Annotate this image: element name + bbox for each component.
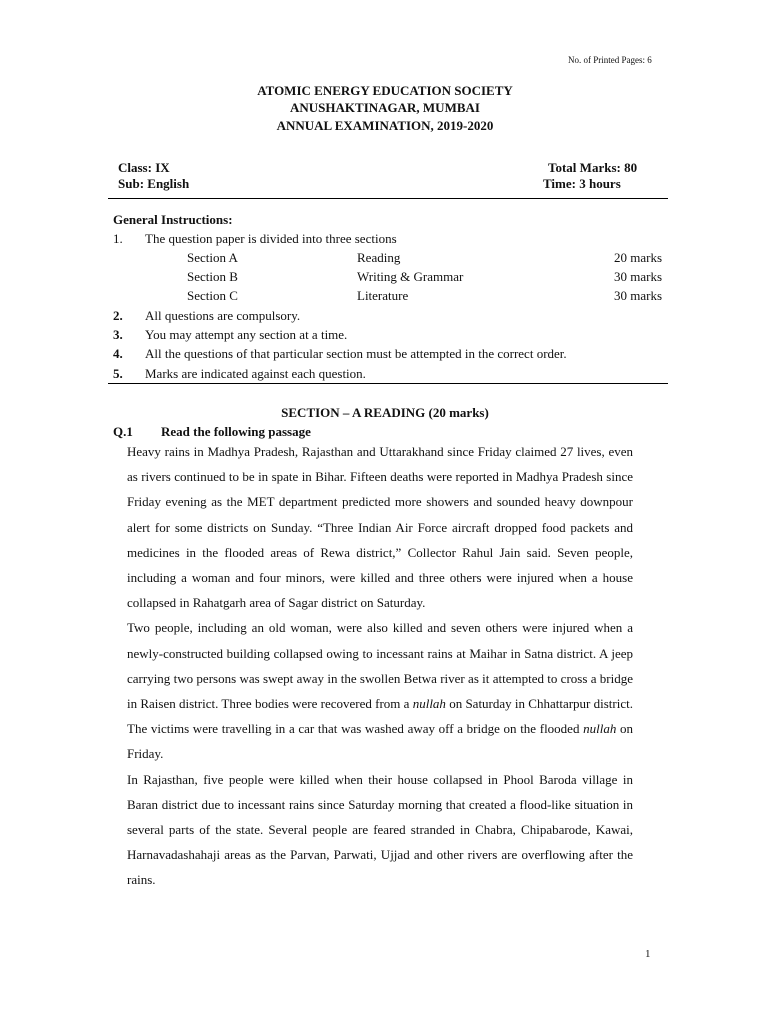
instruction-text-4: All the questions of that particular section must be attempted in the correct order.	[145, 346, 567, 361]
exam-title: ANNUAL EXAMINATION, 2019-2020	[276, 118, 494, 133]
instructions-divider	[108, 383, 668, 384]
printed-pages-note: No. of Printed Pages: 6	[568, 55, 652, 65]
instruction-num-5: 5.	[113, 366, 123, 381]
passage-paragraph-3: In Rajasthan, five people were killed when their house collapsed in Phool Baroda village in Baran district due to incessant rains since Saturday morning that created a flood-like situation in several parts of the state. Several people are feared stranded in Chabra, Chipabarode, Kawai, Harnavadashahaji areas as the Parvan, Parwati, Ujjad and other rivers are overflowing after the rains.	[127, 771, 633, 888]
time-label: Time: 3 hours	[543, 176, 621, 191]
instruction-num-3: 3.	[113, 327, 123, 342]
section-topic-a: Reading	[357, 250, 401, 265]
instruction-text-1: The question paper is divided into three sections	[145, 231, 397, 246]
header-divider	[108, 198, 668, 199]
org-location: ANUSHAKTINAGAR, MUMBAI	[290, 100, 480, 115]
passage-p2-part-3: on Friday.	[127, 721, 634, 762]
instruction-text-3: You may attempt any section at a time.	[145, 327, 348, 342]
subject-label: Sub: English	[118, 176, 190, 191]
passage-paragraph-1: Heavy rains in Madhya Pradesh, Rajasthan and Uttarakhand since Friday claimed 27 lives, even as rivers continued to be in spate in Bihar. Fifteen deaths were reported in Madhya Pradesh since Friday evening as the MET department predicted more showers and sounded heavy downpour alert for some districts on Sunday. “Three Indian Air Force aircraft dropped food packets and medicines in the flooded areas of Rewa district,” Collector Rahul Jain said. Seven people, including a woman and four minors, were killed and three others were injured when a house collapsed in Rahatgarh area of Sagar district on Saturday.	[127, 444, 633, 611]
section-topic-b: Writing & Grammar	[357, 269, 464, 284]
section-name-b: Section B	[187, 269, 238, 284]
org-title: ATOMIC ENERGY EDUCATION SOCIETY	[257, 83, 513, 98]
passage-paragraph-2	[127, 615, 633, 766]
passage	[127, 439, 633, 893]
passage-p2-part-1: Two people, including an old woman, were also killed and seven others were injured when a newly-constructed building collapsed owing to incessant rains at Maihar in Satna district. A jeep carrying two persons was swept away in the swollen Betwa river as it attempted to cross a bridge in Raisen district. Three bodies were recovered from a	[127, 620, 633, 712]
question-prompt: Read the following passage	[161, 424, 311, 439]
instruction-num-1: 1.	[113, 231, 123, 246]
section-a-title: SECTION – A READING (20 marks)	[281, 405, 489, 420]
section-name-a: Section A	[187, 250, 238, 265]
nullah-term-1: nullah	[412, 696, 446, 712]
instructions-heading: General Instructions:	[113, 212, 233, 227]
question-number: Q.1	[113, 424, 133, 439]
passage-p2-part-2: on Saturday in Chhattarpur district. The victims were travelling in a car that was washed away off a bridge on the flooded	[127, 696, 633, 737]
section-name-c: Section C	[187, 288, 238, 303]
nullah-term-2: nullah	[583, 721, 617, 737]
section-marks-a: 20 marks	[614, 250, 663, 265]
section-marks-c: 30 marks	[614, 288, 663, 303]
instruction-text-2: All questions are compulsory.	[145, 308, 301, 323]
page-number: 1	[645, 948, 651, 960]
section-marks-b: 30 marks	[614, 269, 663, 284]
instruction-num-4: 4.	[113, 346, 123, 361]
total-marks-label: Total Marks: 80	[548, 160, 638, 175]
section-topic-c: Literature	[357, 288, 409, 303]
instruction-text-5: Marks are indicated against each question.	[145, 366, 366, 381]
class-label: Class: IX	[118, 160, 170, 175]
instruction-num-2: 2.	[113, 308, 123, 323]
